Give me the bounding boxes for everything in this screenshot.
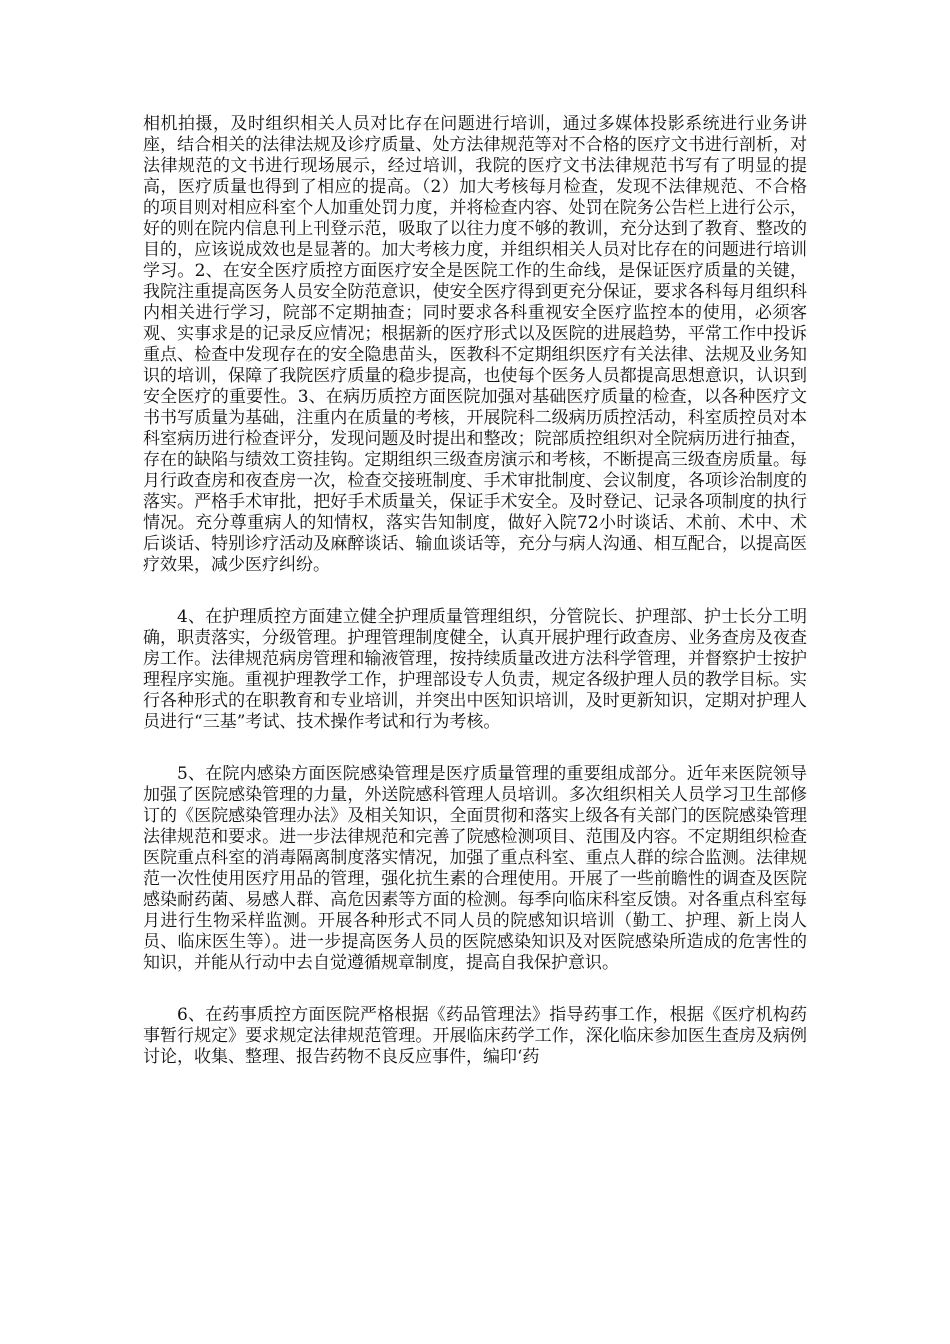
- document-body: [143, 114, 807, 1068]
- paragraph-quality-control: 相机拍摄，及时组织相关人员对比存在问题进行培训，通过多媒体投影系统进行业务讲座，结合相关的法律法规及诊疗质量、处方法律规范等对不合格的医疗文书进行剖析，对法律规范的文书进行现场展示，经过培训，我院的医疗文书法律规范书写有了明显的提高，医疗质量也得到了相应的提高。（2）加大考核每月检查，发现不法律规范、不合格的项目则对相应科室个人加重处罚力度，并将检查内容、处罚在院务公告栏上进行公示，好的则在院内信息刊上刊登示范，吸取了以往力度不够的教训，充分达到了教育、整改的目的，应该说成效也是显著的。加大考核力度，并组织相关人员对比存在的问题进行培训学习。2、在安全医疗质控方面医疗安全是医院工作的生命线，是保证医疗质量的关键，我院注重提高医务人员安全防范意识，使安全医疗得到更充分保证，要求各科每月组织科内相关进行学习，院部不定期抽查；同时要求各科重视安全医疗监控本的使用，必须客观、实事求是的记录反应情况；根据新的医疗形式以及医院的进展趋势，平常工作中投诉重点、检查中发现存在的安全隐患苗头，医教科不定期组织医疗有关法律、法规及业务知识的培训，保障了我院医疗质量的稳步提高，也使每个医务人员都提高思想意识，认识到安全医疗的重要性。3、在病历质控方面医院加强对基础医疗质量的检查，以各种医疗文书书写质量为基础，注重内在质量的考核，开展院科二级病历质控活动，科室质控员对本科室病历进行检查评分，发现问题及时提出和整改；院部质控组织对全院病历进行抽查，存在的缺陷与绩效工资挂钩。定期组织三级查房演示和考核，不断提高三级查房质量。每月行政查房和夜查房一次，检查交接班制度、手术审批制度、会议制度，各项诊治制度的落实。严格手术审批，把好手术质量关，保证手术安全。及时登记、记录各项制度的执行情况。充分尊重病人的知情权，落实告知制度，做好入院72小时谈话、术前、术中、术后谈话、特别诊疗活动及麻醉谈话、输血谈话等，充分与病人沟通、相互配合，以提高医疗效果，减少医疗纠纷。: [143, 114, 807, 575]
- paragraph-gap: [143, 974, 807, 1005]
- paragraph-nursing: 4、在护理质控方面建立健全护理质量管理组织，分管院长、护理部、护士长分工明确，职责落实，分级管理。护理管理制度健全，认真开展护理行政查房、业务查房及夜查房工作。法律规范病房管理和输液管理，按持续质量改进方法科学管理，并督察护士按护理程序实施。重视护理教学工作，护理部设专人负责，规定各级护理人员的教学目标。实行各种形式的在职教育和专业培训，并突出中医知识培训，及时更新知识，定期对护理人员进行“三基”考试、技术操作考试和行为考核。: [143, 607, 807, 732]
- paragraph-infection: 5、在院内感染方面医院感染管理是医疗质量管理的重要组成部分。近年来医院领导加强了医院感染管理的力量，外送院感科管理人员培训。多次组织相关人员学习卫生部修订的《医院感染管理办法》及相关知识，全面贯彻和落实上级各有关部门的医院感染管理法律规范和要求。进一步法律规范和完善了院感检测项目、范围及内容。不定期组织检查医院重点科室的消毒隔离制度落实情况，加强了重点科室、重点人群的综合监测。法律规范一次性使用医疗用品的管理，强化抗生素的合理使用。开展了一些前瞻性的调查及医院感染耐药菌、易感人群、高危因素等方面的检测。每季向临床科室反馈。对各重点科室每月进行生物采样监测。开展各种形式不同人员的院感知识培训（勤工、护理、新上岗人员、临床医生等）。进一步提高医务人员的医院感染知识及对医院感染所造成的危害性的知识，并能从行动中去自觉遵循规章制度，提高自我保护意识。: [143, 764, 807, 973]
- paragraph-pharmacy: 6、在药事质控方面医院严格根据《药品管理法》指导药事工作，根据《医疗机构药事暂行规定》要求规定法律规范管理。开展临床药学工作，深化临床参加医生查房及病例讨论，收集、整理、报告药物不良反应事件，编印‘药: [143, 1005, 807, 1067]
- paragraph-gap: [143, 576, 807, 607]
- paragraph-gap: [143, 733, 807, 764]
